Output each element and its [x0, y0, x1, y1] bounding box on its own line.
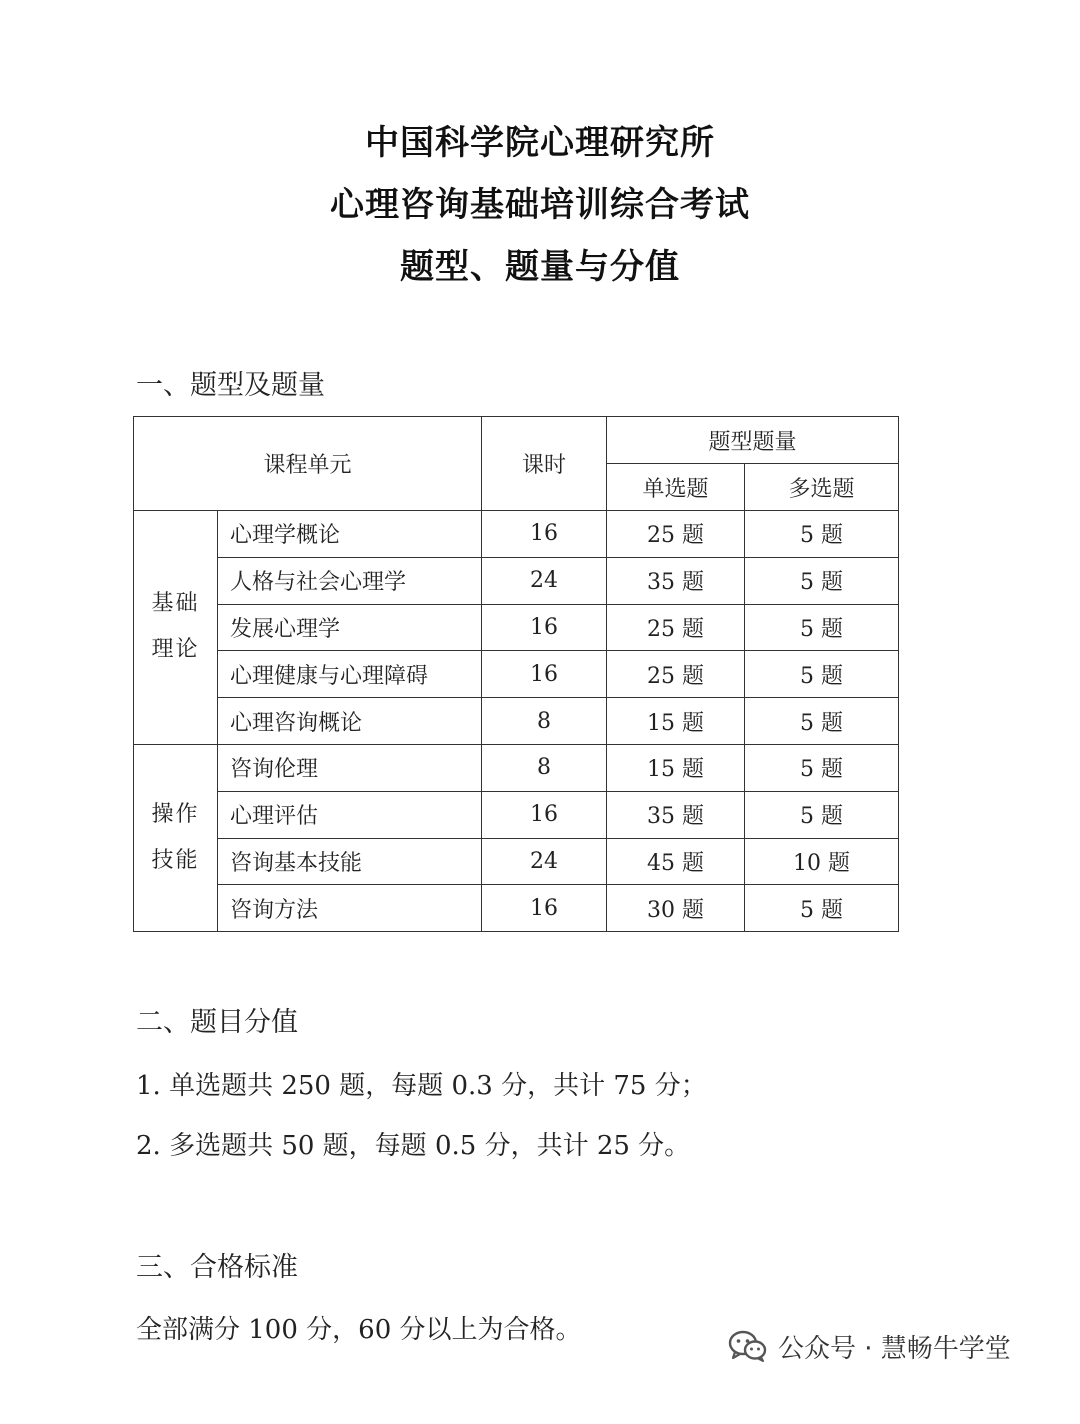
multiple-choice-cell: 5 题 [745, 744, 899, 791]
single-choice-cell: 35 题 [607, 557, 745, 604]
header-multiple-choice: 多选题 [745, 464, 899, 511]
course-cell: 咨询基本技能 [218, 838, 482, 885]
course-cell: 咨询方法 [218, 885, 482, 932]
single-choice-cell: 35 题 [607, 791, 745, 838]
header-hours: 课时 [482, 417, 607, 511]
table-row [134, 604, 899, 651]
multiple-choice-cell: 5 题 [745, 791, 899, 838]
course-cell: 发展心理学 [218, 604, 482, 651]
section-heading-pass-standard: 三、合格标准 [136, 1252, 298, 1283]
course-cell: 心理健康与心理障碍 [218, 651, 482, 698]
hours-cell: 16 [482, 791, 607, 838]
course-cell: 心理咨询概论 [218, 698, 482, 745]
multiple-choice-cell: 10 题 [745, 838, 899, 885]
multiple-choice-cell: 5 题 [745, 557, 899, 604]
table-row [134, 838, 899, 885]
hours-cell: 24 [482, 557, 607, 604]
document-title [0, 112, 1080, 298]
single-choice-cell: 25 题 [607, 604, 745, 651]
hours-cell: 16 [482, 885, 607, 932]
section-heading-question-types: 一、题型及题量 [136, 370, 325, 401]
table-row [134, 557, 899, 604]
pass-standard-text: 全部满分 100 分，60 分以上为合格。 [136, 1315, 582, 1345]
title-line-3: 题型、题量与分值 [400, 247, 680, 287]
table-row [134, 651, 899, 698]
hours-cell: 16 [482, 511, 607, 558]
watermark-text: 公众号 · 慧畅牛学堂 [778, 1333, 1011, 1364]
single-choice-cell: 25 题 [607, 651, 745, 698]
single-choice-cell: 15 题 [607, 744, 745, 791]
table-row [134, 698, 899, 745]
header-single-choice: 单选题 [607, 464, 745, 511]
hours-cell: 16 [482, 604, 607, 651]
single-choice-cell: 45 题 [607, 838, 745, 885]
hours-cell: 8 [482, 698, 607, 745]
watermark [728, 1324, 1011, 1368]
multiple-choice-cell: 5 题 [745, 885, 899, 932]
single-choice-cell: 25 题 [607, 511, 745, 558]
group-cell [134, 511, 218, 745]
hours-cell: 24 [482, 838, 607, 885]
question-types-table [133, 416, 899, 932]
title-line-2: 心理咨询基础培训综合考试 [330, 185, 750, 225]
group-label: 操作技能 [151, 802, 200, 874]
course-cell: 心理评估 [218, 791, 482, 838]
table-row [134, 885, 899, 932]
single-choice-cell: 30 题 [607, 885, 745, 932]
header-course-unit: 课程单元 [134, 417, 482, 511]
multiple-choice-cell: 5 题 [745, 604, 899, 651]
single-choice-cell: 15 题 [607, 698, 745, 745]
course-cell: 心理学概论 [218, 511, 482, 558]
header-question-types: 题型题量 [607, 417, 899, 464]
score-item-single-choice: 1. 单选题共 250 题，每题 0.3 分，共计 75 分； [136, 1071, 707, 1101]
multiple-choice-cell: 5 题 [745, 511, 899, 558]
multiple-choice-cell: 5 题 [745, 651, 899, 698]
course-cell: 咨询伦理 [218, 744, 482, 791]
multiple-choice-cell: 5 题 [745, 698, 899, 745]
title-line-1: 中国科学院心理研究所 [365, 123, 715, 163]
course-cell: 人格与社会心理学 [218, 557, 482, 604]
group-label: 基础理论 [151, 591, 200, 663]
table-row [134, 791, 899, 838]
section-heading-scores: 二、题目分值 [136, 1007, 298, 1038]
table-row [134, 511, 899, 558]
wechat-icon [728, 1329, 768, 1363]
group-cell [134, 744, 218, 931]
hours-cell: 16 [482, 651, 607, 698]
hours-cell: 8 [482, 744, 607, 791]
score-item-multiple-choice: 2. 多选题共 50 题，每题 0.5 分，共计 25 分。 [136, 1131, 691, 1161]
table-row [134, 744, 899, 791]
